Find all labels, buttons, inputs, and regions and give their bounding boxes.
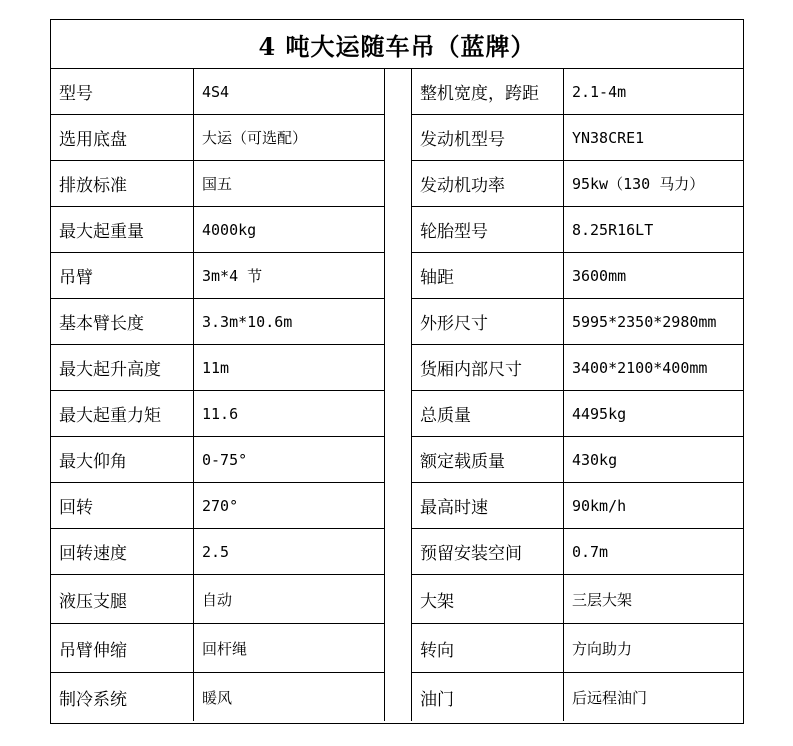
spec-table (50, 19, 744, 724)
spec-value: 大运（可选配） (202, 129, 308, 147)
table-row (51, 575, 384, 624)
column-separator (385, 69, 412, 721)
spec-grid (51, 69, 743, 721)
spec-label: 发动机功率 (412, 161, 564, 206)
spec-value: 11m (202, 358, 230, 377)
spec-value: 方向助力 (571, 639, 632, 658)
spec-label: 最大起重力矩 (51, 391, 194, 436)
spec-value: 3400*2100*400mm (571, 358, 708, 377)
spec-value: 国五 (202, 175, 233, 193)
spec-label: 吊臂伸缩 (51, 624, 194, 672)
spec-label: 液压支腿 (51, 575, 194, 623)
spec-label: 选用底盘 (51, 115, 194, 160)
spec-value: 4495kg (571, 404, 627, 423)
table-row (412, 345, 743, 391)
table-row (51, 673, 384, 721)
spec-label: 最大仰角 (51, 437, 194, 482)
table-row (412, 575, 743, 624)
table-row (412, 529, 743, 575)
table-row (51, 69, 384, 115)
spec-label: 回转 (51, 483, 194, 528)
spec-value: 3m*4 节 (202, 267, 263, 285)
table-row (51, 345, 384, 391)
spec-label: 最大起重量 (51, 207, 194, 252)
table-row (51, 483, 384, 529)
table-row (412, 483, 743, 529)
spec-value: 90km/h (571, 496, 627, 515)
spec-value: 2.1-4m (571, 82, 627, 101)
spec-label: 型号 (51, 69, 194, 114)
spec-value: 8.25R16LT (571, 220, 654, 239)
spec-label: 发动机型号 (412, 115, 564, 160)
table-row (412, 391, 743, 437)
table-row (412, 299, 743, 345)
spec-value: 11.6 (202, 404, 239, 423)
spec-label: 回转速度 (51, 529, 194, 574)
spec-label: 总质量 (412, 391, 564, 436)
spec-label: 最大起升高度 (51, 345, 194, 390)
table-row (412, 437, 743, 483)
spec-label: 排放标准 (51, 161, 194, 206)
table-row (51, 207, 384, 253)
spec-label: 大架 (412, 575, 564, 623)
table-row (51, 161, 384, 207)
spec-label: 轴距 (412, 253, 564, 298)
spec-value: 2.5 (202, 542, 230, 561)
spec-value: 430kg (571, 450, 618, 469)
table-row (412, 207, 743, 253)
spec-value: 自动 (202, 590, 233, 609)
spec-label: 轮胎型号 (412, 207, 564, 252)
spec-label: 制冷系统 (51, 673, 194, 721)
spec-value: 4000kg (202, 220, 257, 239)
table-row (412, 624, 743, 673)
spec-value: YN38CRE1 (571, 128, 645, 147)
table-row (51, 437, 384, 483)
spec-label: 油门 (412, 673, 564, 721)
spec-value: 3600mm (571, 266, 627, 285)
spec-value: 后远程油门 (571, 688, 647, 707)
table-row (412, 253, 743, 299)
spec-value: 回杆绳 (202, 639, 248, 658)
spec-label: 整机宽度，跨距 (412, 69, 564, 114)
left-column (51, 69, 385, 721)
spec-value: 0-75° (202, 450, 248, 469)
table-row (412, 69, 743, 115)
spec-value: 暖风 (202, 688, 233, 707)
table-title: 4 吨大运随车吊（蓝牌） (51, 20, 743, 69)
spec-value: 270° (202, 496, 239, 515)
spec-label: 外形尺寸 (412, 299, 564, 344)
table-row (412, 115, 743, 161)
table-row (51, 253, 384, 299)
table-row (412, 161, 743, 207)
spec-label: 基本臂长度 (51, 299, 194, 344)
table-row (51, 529, 384, 575)
spec-label: 预留安装空间 (412, 529, 564, 574)
table-row (412, 673, 743, 721)
right-column (412, 69, 743, 721)
spec-label: 转向 (412, 624, 564, 672)
spec-value: 3.3m*10.6m (202, 312, 293, 331)
spec-label: 吊臂 (51, 253, 194, 298)
spec-label: 额定载质量 (412, 437, 564, 482)
spec-value: 95kw（130 马力） (571, 175, 705, 193)
table-row (51, 299, 384, 345)
spec-value: 三层大架 (571, 590, 632, 609)
spec-label: 最高时速 (412, 483, 564, 528)
spec-value: 5995*2350*2980mm (571, 312, 717, 331)
table-row (51, 115, 384, 161)
table-row (51, 624, 384, 673)
spec-label: 货厢内部尺寸 (412, 345, 564, 390)
spec-value: 0.7m (571, 542, 609, 561)
table-row (51, 391, 384, 437)
spec-value: 4S4 (202, 82, 230, 101)
